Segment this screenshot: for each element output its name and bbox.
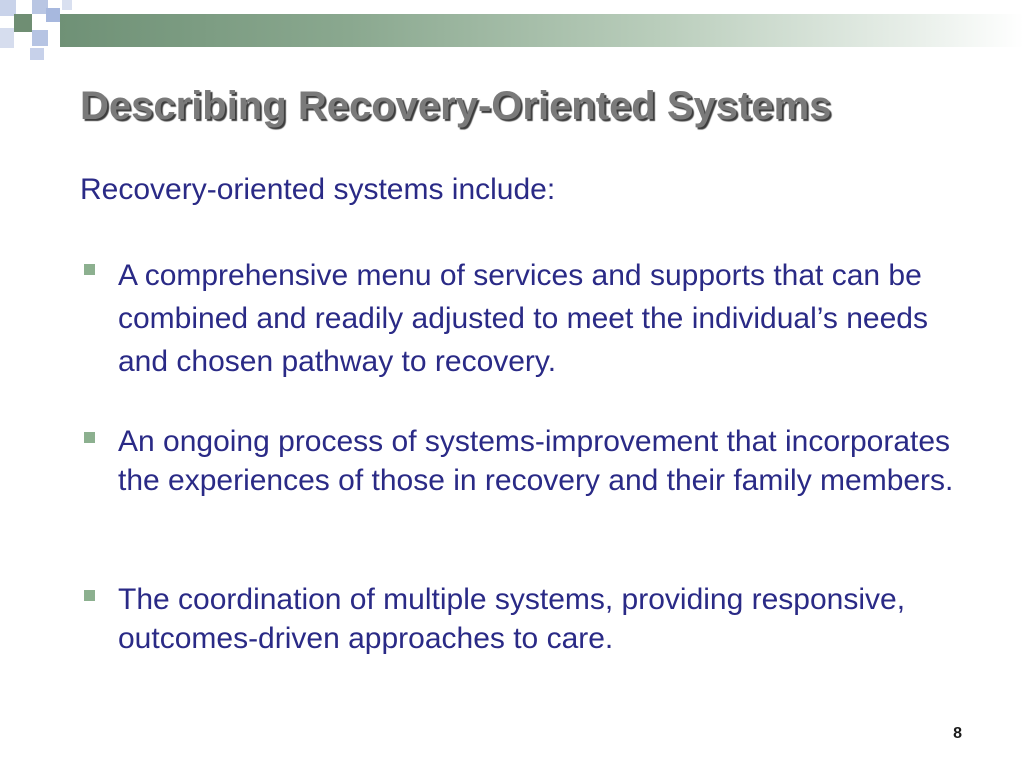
- decor-square: [32, 30, 48, 46]
- square-bullet-icon: [84, 264, 95, 275]
- header-banner: [0, 0, 1024, 62]
- bullet-text: An ongoing process of systems-improvement that incorporates the experiences of those in recovery and their family members.: [118, 425, 954, 497]
- page-number: 8: [953, 725, 962, 742]
- decor-square: [0, 28, 14, 48]
- decor-square: [14, 14, 32, 32]
- square-bullet-icon: [84, 590, 95, 601]
- bullet-text: A comprehensive menu of services and supports that can be combined and readily adjusted to meet the individual’s needs and chosen pathway to recovery.: [118, 259, 928, 378]
- decor-square: [62, 0, 72, 10]
- bullet-text: The coordination of multiple systems, providing responsive, outcomes-driven approaches to care.: [118, 583, 906, 655]
- square-bullet-icon: [84, 432, 95, 443]
- decor-square: [30, 48, 44, 60]
- banner-gradient-stripe: [60, 14, 1024, 47]
- slide-title: Describing Recovery-Oriented Systems: [80, 84, 832, 128]
- intro-text: Recovery-oriented systems include:: [80, 173, 556, 206]
- decor-square: [46, 8, 60, 22]
